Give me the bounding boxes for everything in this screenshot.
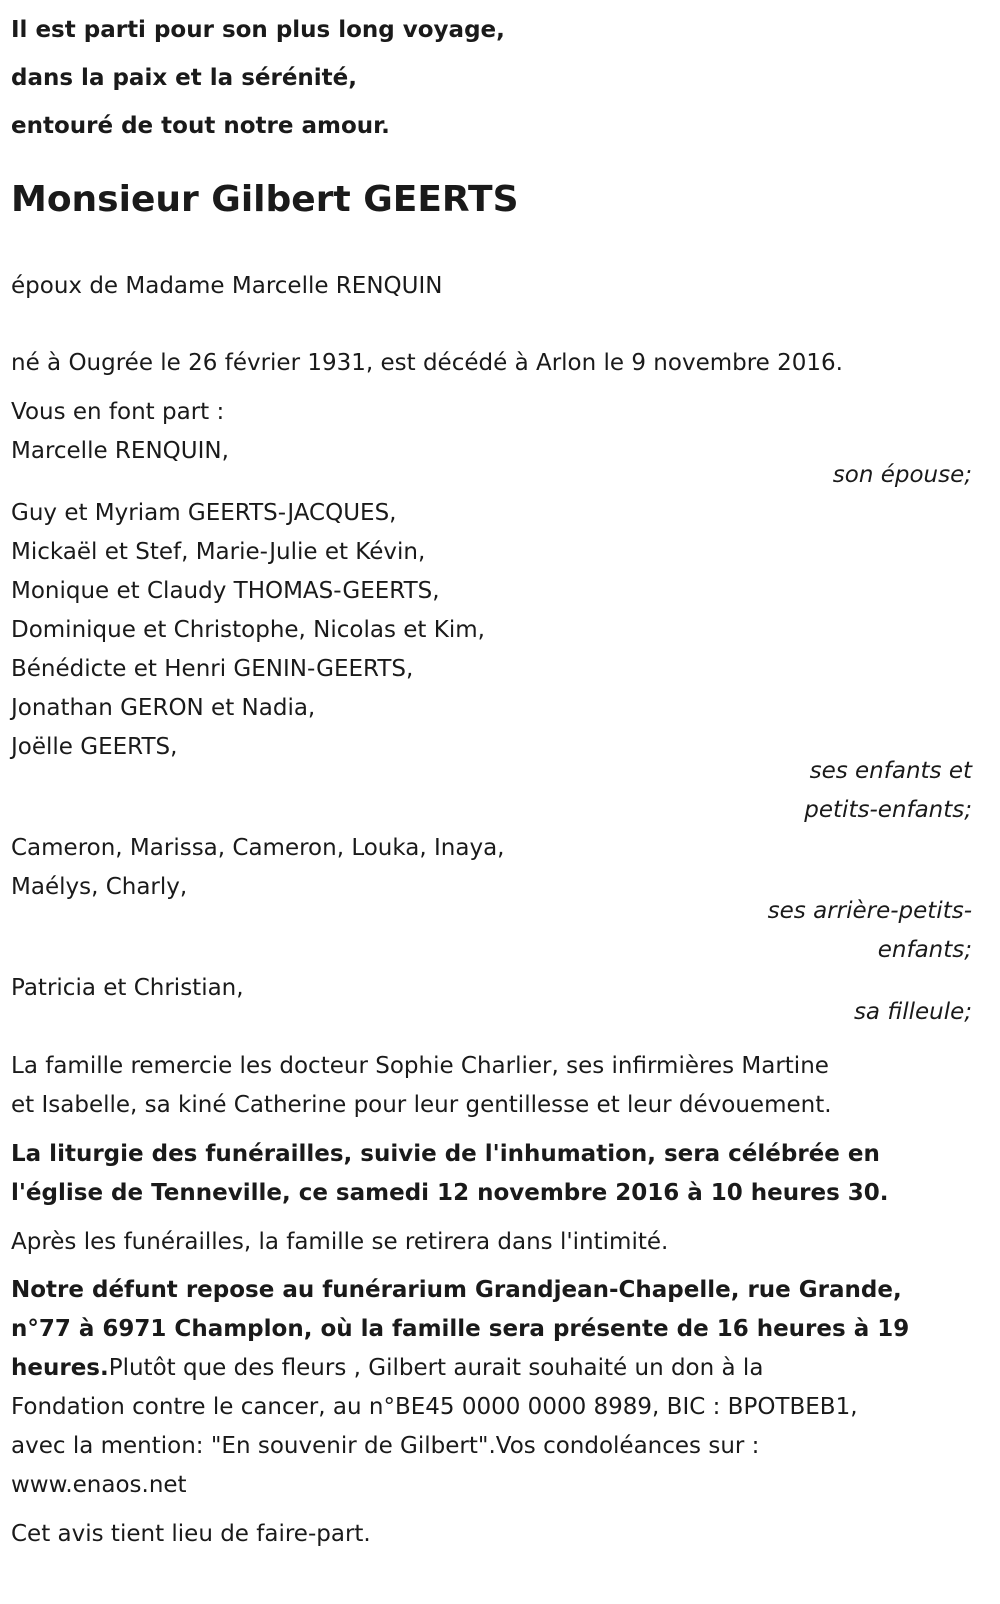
website-link[interactable]: www.enaos.net (11, 1472, 187, 1498)
children-line: Bénédicte et Henri GENIN-GEERTS, (11, 656, 414, 682)
great-grandchildren-role: enfants; (877, 937, 972, 963)
intro-line: dans la paix et la sérénité, (11, 65, 358, 91)
children-line: Mickaël et Stef, Marie-Julie et Kévin, (11, 539, 426, 565)
flowers-line: avec la mention: "En souvenir de Gilbert".Vos condoléances sur : (11, 1433, 760, 1459)
liturgy-line: La liturgie des funérailles, suivie de l'inhumation, sera célébrée en (11, 1141, 880, 1167)
thanks-line: La famille remercie les docteur Sophie Charlier, ses infirmières Martine (11, 1053, 829, 1079)
intro-line: entouré de tout notre amour. (11, 113, 390, 139)
children-role: petits-enfants; (804, 797, 972, 823)
flowers-text: Plutôt que des fleurs , Gilbert aurait souhaité un don à la (108, 1355, 764, 1381)
godchild-role: sa filleule; (853, 999, 972, 1025)
announce-line: Vous en font part : (11, 399, 225, 425)
children-line: Monique et Claudy THOMAS-GEERTS, (11, 578, 440, 604)
children-line: Joëlle GEERTS, (11, 734, 178, 760)
flowers-line: Fondation contre le cancer, au n°BE45 0000 0000 8989, BIC : BPOTBEB1, (11, 1394, 858, 1420)
thanks-line: et Isabelle, sa kiné Catherine pour leur gentillesse et leur dévouement. (11, 1092, 832, 1118)
after-funeral-line: Après les funérailles, la famille se retirera dans l'intimité. (11, 1229, 669, 1255)
intro-verse (11, 6, 505, 150)
deceased-name: Monsieur Gilbert GEERTS (11, 179, 519, 220)
spouse-role: son épouse; (832, 462, 972, 488)
great-grandchildren-role: ses arrière-petits- (767, 898, 972, 924)
closing-line: Cet avis tient lieu de faire-part. (11, 1521, 371, 1547)
children-line: Dominique et Christophe, Nicolas et Kim, (11, 617, 485, 643)
birth-death-line: né à Ougrée le 26 février 1931, est décédé à Arlon le 9 novembre 2016. (11, 350, 843, 376)
great-grandchildren-line: Maélys, Charly, (11, 874, 188, 900)
repose-end: heures. (11, 1355, 109, 1381)
intro-line: Il est parti pour son plus long voyage, (11, 17, 505, 43)
spouse-line: époux de Madame Marcelle RENQUIN (11, 273, 443, 299)
repose-flowers-line (11, 1348, 763, 1388)
liturgy-line: l'église de Tenneville, ce samedi 12 novembre 2016 à 10 heures 30. (11, 1180, 889, 1206)
great-grandchildren-line: Cameron, Marissa, Cameron, Louka, Inaya, (11, 835, 505, 861)
children-line: Guy et Myriam GEERTS-JACQUES, (11, 500, 397, 526)
spouse-name: Marcelle RENQUIN, (11, 438, 229, 464)
children-role: ses enfants et (809, 758, 972, 784)
children-line: Jonathan GERON et Nadia, (11, 695, 316, 721)
repose-line: Notre défunt repose au funérarium Grandjean-Chapelle, rue Grande, (11, 1277, 902, 1303)
repose-line: n°77 à 6971 Champlon, où la famille sera présente de 16 heures à 19 (11, 1316, 910, 1342)
godchild-line: Patricia et Christian, (11, 975, 244, 1001)
